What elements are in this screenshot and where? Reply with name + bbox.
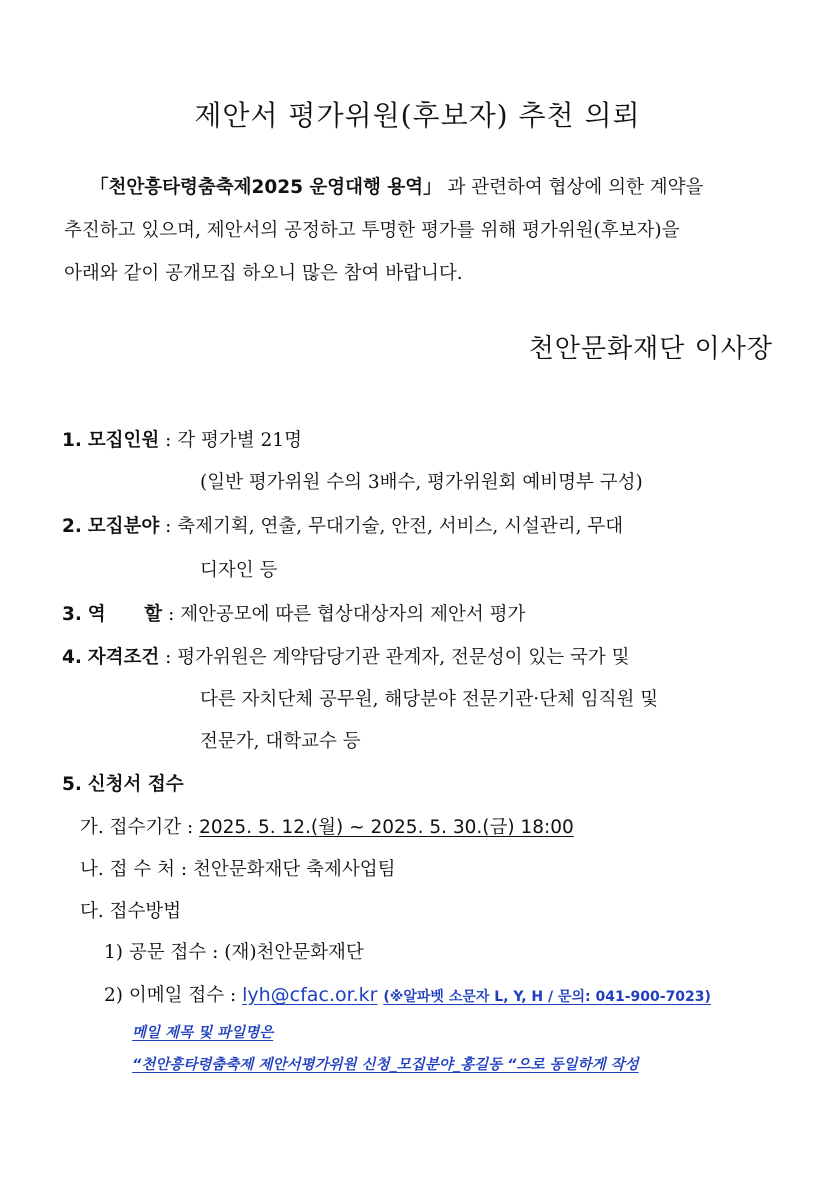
item-3: 3. 역 할 : 제안공모에 따른 협상대상자의 제안서 평가 [62, 604, 526, 625]
reception-place: 나. 접 수 처 : 천안문화재단 축제사업팀 [80, 859, 396, 880]
item-2: 2. 모집분야 : 축제기획, 연출, 무대기술, 안전, 서비스, 시설관리, 무대 [62, 516, 624, 537]
item-4-value: : 평가위원은 계약담당기관 관계자, 전문성이 있는 국가 및 [165, 647, 630, 668]
item-2-label: 모집분야 [87, 516, 160, 537]
email-instruction-2: “천안흥타령춤축제 제안서평가위원 신청_모집분야_홍길동 “으로 동일하게 작성 [132, 1057, 639, 1073]
item-1-value: : 각 평가별 21명 [165, 430, 302, 451]
intro-line-1: 「천안흥타령춤축제2025 운영대행 용역」 과 관련하여 협상에 의한 계약을 [90, 177, 704, 198]
item-3-value: : 제안공모에 따른 협상대상자의 제안서 평가 [168, 604, 526, 625]
item-1-label: 모집인원 [87, 430, 160, 451]
email-note: (※알파벳 소문자 L, Y, H / 문의: 041-900-7023) [383, 989, 711, 1005]
item-4: 4. 자격조건 : 평가위원은 계약담당기관 관계자, 전문성이 있는 국가 및 [62, 647, 630, 668]
email-link[interactable]: lyh@cfac.or.kr [242, 984, 378, 1006]
reception-period: 가. 접수기간 : 2025. 5. 12.(월) ~ 2025. 5. 30.(금) 18:00 [80, 817, 574, 838]
reception-period-value: 2025. 5. 12.(월) ~ 2025. 5. 30.(금) 18:00 [199, 817, 574, 838]
method-official-letter: 1) 공문 접수 : (재)천안문화재단 [104, 942, 364, 963]
item-5-label: 신청서 접수 [87, 774, 184, 795]
signature: 천안문화재단 이사장 [528, 334, 773, 364]
item-4-label: 자격조건 [87, 647, 160, 668]
item-2-value: : 축제기획, 연출, 무대기술, 안전, 서비스, 시설관리, 무대 [165, 516, 624, 537]
reception-place-value: 천안문화재단 축제사업팀 [193, 859, 396, 880]
document-title: 제안서 평가위원(후보자) 추천 의뢰 [194, 99, 641, 132]
email-instruction-1: 메일 제목 및 파일명은 [132, 1025, 274, 1041]
item-2-value-cont: 디자인 등 [200, 560, 278, 581]
intro-line-3: 아래와 같이 공개모집 하오니 많은 참여 바랍니다. [64, 263, 463, 284]
item-4-value-cont-1: 다른 자치단체 공무원, 해당분야 전문기관·단체 임직원 및 [200, 689, 659, 710]
item-1: 1. 모집인원 : 각 평가별 21명 [62, 430, 302, 451]
intro-line-2: 추진하고 있으며, 제안서의 공정하고 투명한 평가를 위해 평가위원(후보자)을 [64, 220, 680, 241]
project-name: 「천안흥타령춤축제2025 운영대행 용역」 [90, 177, 442, 198]
item-1-note: (일반 평가위원 수의 3배수, 평가위원회 예비명부 구성) [200, 472, 643, 493]
method-email: 2) 이메일 접수 : lyh@cfac.or.kr (※알파벳 소문자 L, Y, H / 문의: 041-900-7023) [104, 984, 711, 1006]
item-4-value-cont-2: 전문가, 대학교수 등 [200, 731, 361, 752]
intro-paragraph [64, 166, 780, 295]
item-3-label: 역 할 [87, 604, 163, 625]
item-5: 5. 신청서 접수 [62, 774, 184, 795]
reception-method-heading: 다. 접수방법 [80, 901, 182, 922]
